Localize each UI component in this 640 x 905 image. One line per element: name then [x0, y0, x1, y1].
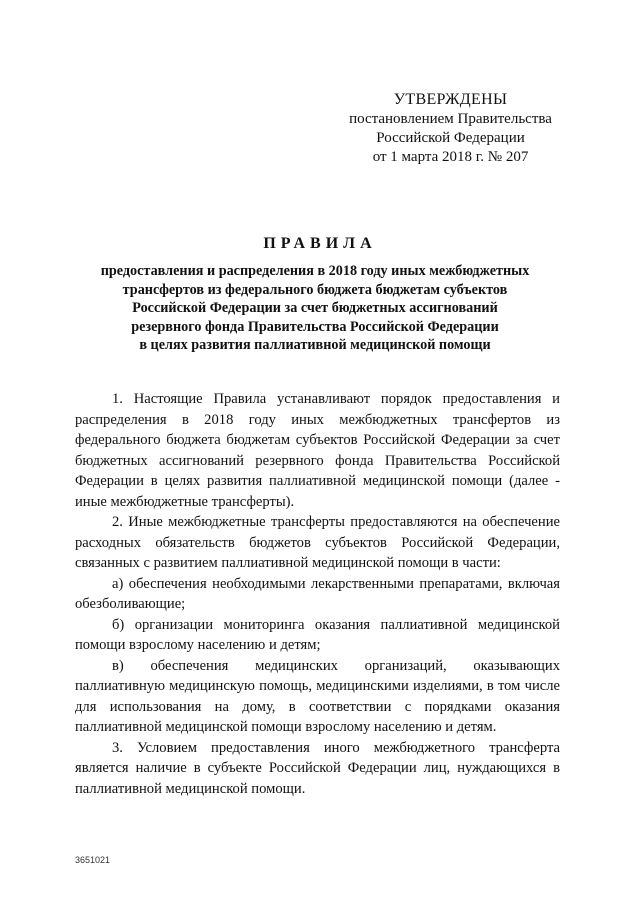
paragraph-1: 1. Настоящие Правила устанавливают порядок предоставления и распределения в 2018 году иных межбюджетных трансфертов из федерального бюджета бюджетам субъектов Российской Федерации за счет бюджетных ассигнований резервного фонда Правительства Российской Федерации в целях развития паллиативной медицинской помощи (далее - иные межбюджетные трансферты).	[75, 391, 560, 510]
approval-line-1: постановлением Правительства	[349, 111, 552, 127]
subtitle-line: Российской Федерации за счет бюджетных ассигнований	[132, 300, 498, 316]
document-body	[75, 389, 560, 799]
approval-line-2: Российской Федерации	[376, 130, 525, 146]
subtitle-line: в целях развития паллиативной медицинской помощи	[139, 337, 491, 353]
document-code: 3651021	[75, 855, 111, 865]
paragraph-3: 3. Условием предоставления иного межбюджетного трансферта является наличие в субъекте Российской Федерации лиц, нуждающихся в паллиативной медицинской помощи.	[75, 739, 560, 797]
paragraph-2a: а) обеспечения необходимыми лекарственными препаратами, включая обезболивающие;	[75, 575, 560, 612]
subtitle-line: резервного фонда Правительства Российской Федерации	[131, 318, 499, 335]
subtitle-line: трансфертов из федерального бюджета бюджетам субъектов	[122, 281, 508, 298]
paragraph-2: 2. Иные межбюджетные трансферты предоставляются на обеспечение расходных обязательств бюджетов субъектов Российской Федерации, связанных с развитием паллиативной медицинской помощи в части:	[75, 514, 560, 571]
document-subtitle	[70, 262, 560, 355]
approval-heading: УТВЕРЖДЕНЫ	[393, 91, 508, 108]
approval-block	[338, 90, 563, 167]
subtitle-line: предоставления и распределения в 2018 году иных межбюджетных	[100, 263, 530, 279]
document-title: ПРАВИЛА	[263, 235, 377, 252]
paragraph-2b: б) организации мониторинга оказания паллиативной медицинской помощи взрослому населению и детям;	[75, 616, 560, 653]
approval-line-3: от 1 марта 2018 г. № 207	[372, 149, 529, 165]
paragraph-2c: в) обеспечения медицинских организаций, оказывающих паллиативную медицинскую помощь, медицинскими изделиями, в том числе для использования на дому, в соответствии с порядками оказания паллиативной медицинской помощи взрослому населению и детям.	[75, 657, 560, 735]
